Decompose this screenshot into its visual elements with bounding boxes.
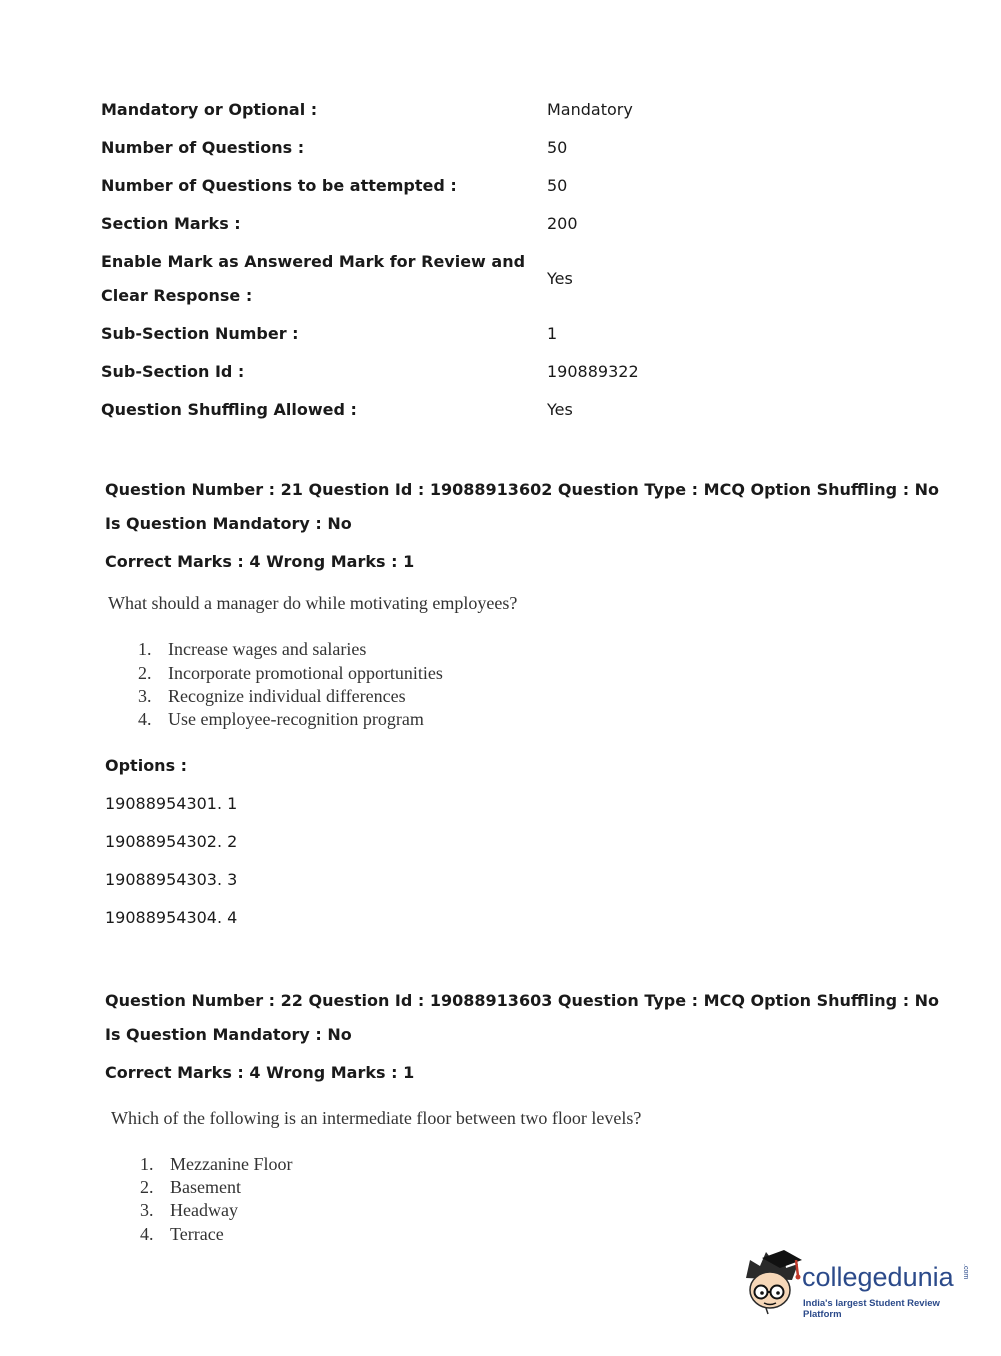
choice-number: 4.	[140, 1224, 154, 1244]
choice-item	[140, 1154, 292, 1175]
choice-text: Terrace	[170, 1224, 224, 1244]
row-value: Yes	[547, 269, 573, 288]
mascot-icon	[740, 1248, 804, 1316]
choice-item	[140, 1224, 224, 1245]
choice-number: 2.	[138, 663, 152, 683]
row-label: Sub-Section Id :	[101, 362, 245, 381]
row-label: Section Marks :	[101, 214, 241, 233]
row-value: 50	[547, 138, 568, 157]
option-id: 19088954301. 1	[105, 794, 238, 813]
question-mandatory: Is Question Mandatory : No	[105, 514, 352, 533]
question-text: What should a manager do while motivating employees?	[108, 593, 518, 613]
row-value: Yes	[547, 400, 573, 419]
choice-text: Incorporate promotional opportunities	[168, 663, 443, 683]
choice-item	[138, 639, 366, 660]
choice-number: 1.	[138, 639, 152, 659]
option-id: 19088954302. 2	[105, 832, 238, 851]
choice-text: Recognize individual differences	[168, 686, 406, 706]
question-mandatory: Is Question Mandatory : No	[105, 1025, 352, 1044]
question-header: Question Number : 21 Question Id : 19088913602 Question Type : MCQ Option Shuffling : No	[105, 480, 940, 499]
row-label: Clear Response :	[101, 286, 253, 305]
question-text: Which of the following is an intermediate floor between two floor levels?	[111, 1108, 642, 1128]
row-value: 190889322	[547, 362, 639, 381]
row-value: 200	[547, 214, 578, 233]
choice-number: 3.	[140, 1200, 154, 1220]
choice-text: Headway	[170, 1200, 238, 1220]
choice-number: 2.	[140, 1177, 154, 1197]
choice-number: 1.	[140, 1154, 154, 1174]
choice-number: 4.	[138, 709, 152, 729]
choice-item	[138, 709, 424, 730]
row-label: Mandatory or Optional :	[101, 100, 318, 119]
question-header: Question Number : 22 Question Id : 19088913603 Question Type : MCQ Option Shuffling : No	[105, 991, 940, 1010]
question-marks: Correct Marks : 4 Wrong Marks : 1	[105, 1063, 415, 1082]
logo-suffix: .com	[962, 1264, 969, 1280]
choice-text: Mezzanine Floor	[170, 1154, 293, 1174]
row-label: Number of Questions :	[101, 138, 305, 157]
question-marks: Correct Marks : 4 Wrong Marks : 1	[105, 552, 415, 571]
logo-name: collegedunia	[802, 1262, 954, 1292]
choice-item	[138, 686, 406, 707]
option-id: 19088954304. 4	[105, 908, 238, 927]
row-value: Mandatory	[547, 100, 633, 119]
logo-tagline: India's largest Student Review Platform	[803, 1298, 940, 1320]
row-label: Question Shuffling Allowed :	[101, 400, 357, 419]
choice-text: Use employee-recognition program	[168, 709, 424, 729]
collegedunia-logo[interactable]	[740, 1248, 980, 1320]
options-label: Options :	[105, 756, 188, 775]
row-value: 50	[547, 176, 568, 195]
choice-number: 3.	[138, 686, 152, 706]
row-label: Enable Mark as Answered Mark for Review and	[101, 252, 526, 271]
choice-item	[138, 663, 443, 684]
choice-item	[140, 1177, 241, 1198]
choice-item	[140, 1200, 238, 1221]
row-label: Number of Questions to be attempted :	[101, 176, 457, 195]
choice-text: Basement	[170, 1177, 241, 1197]
row-value: 1	[547, 324, 558, 343]
option-id: 19088954303. 3	[105, 870, 238, 889]
row-label: Sub-Section Number :	[101, 324, 299, 343]
choice-text: Increase wages and salaries	[168, 639, 367, 659]
